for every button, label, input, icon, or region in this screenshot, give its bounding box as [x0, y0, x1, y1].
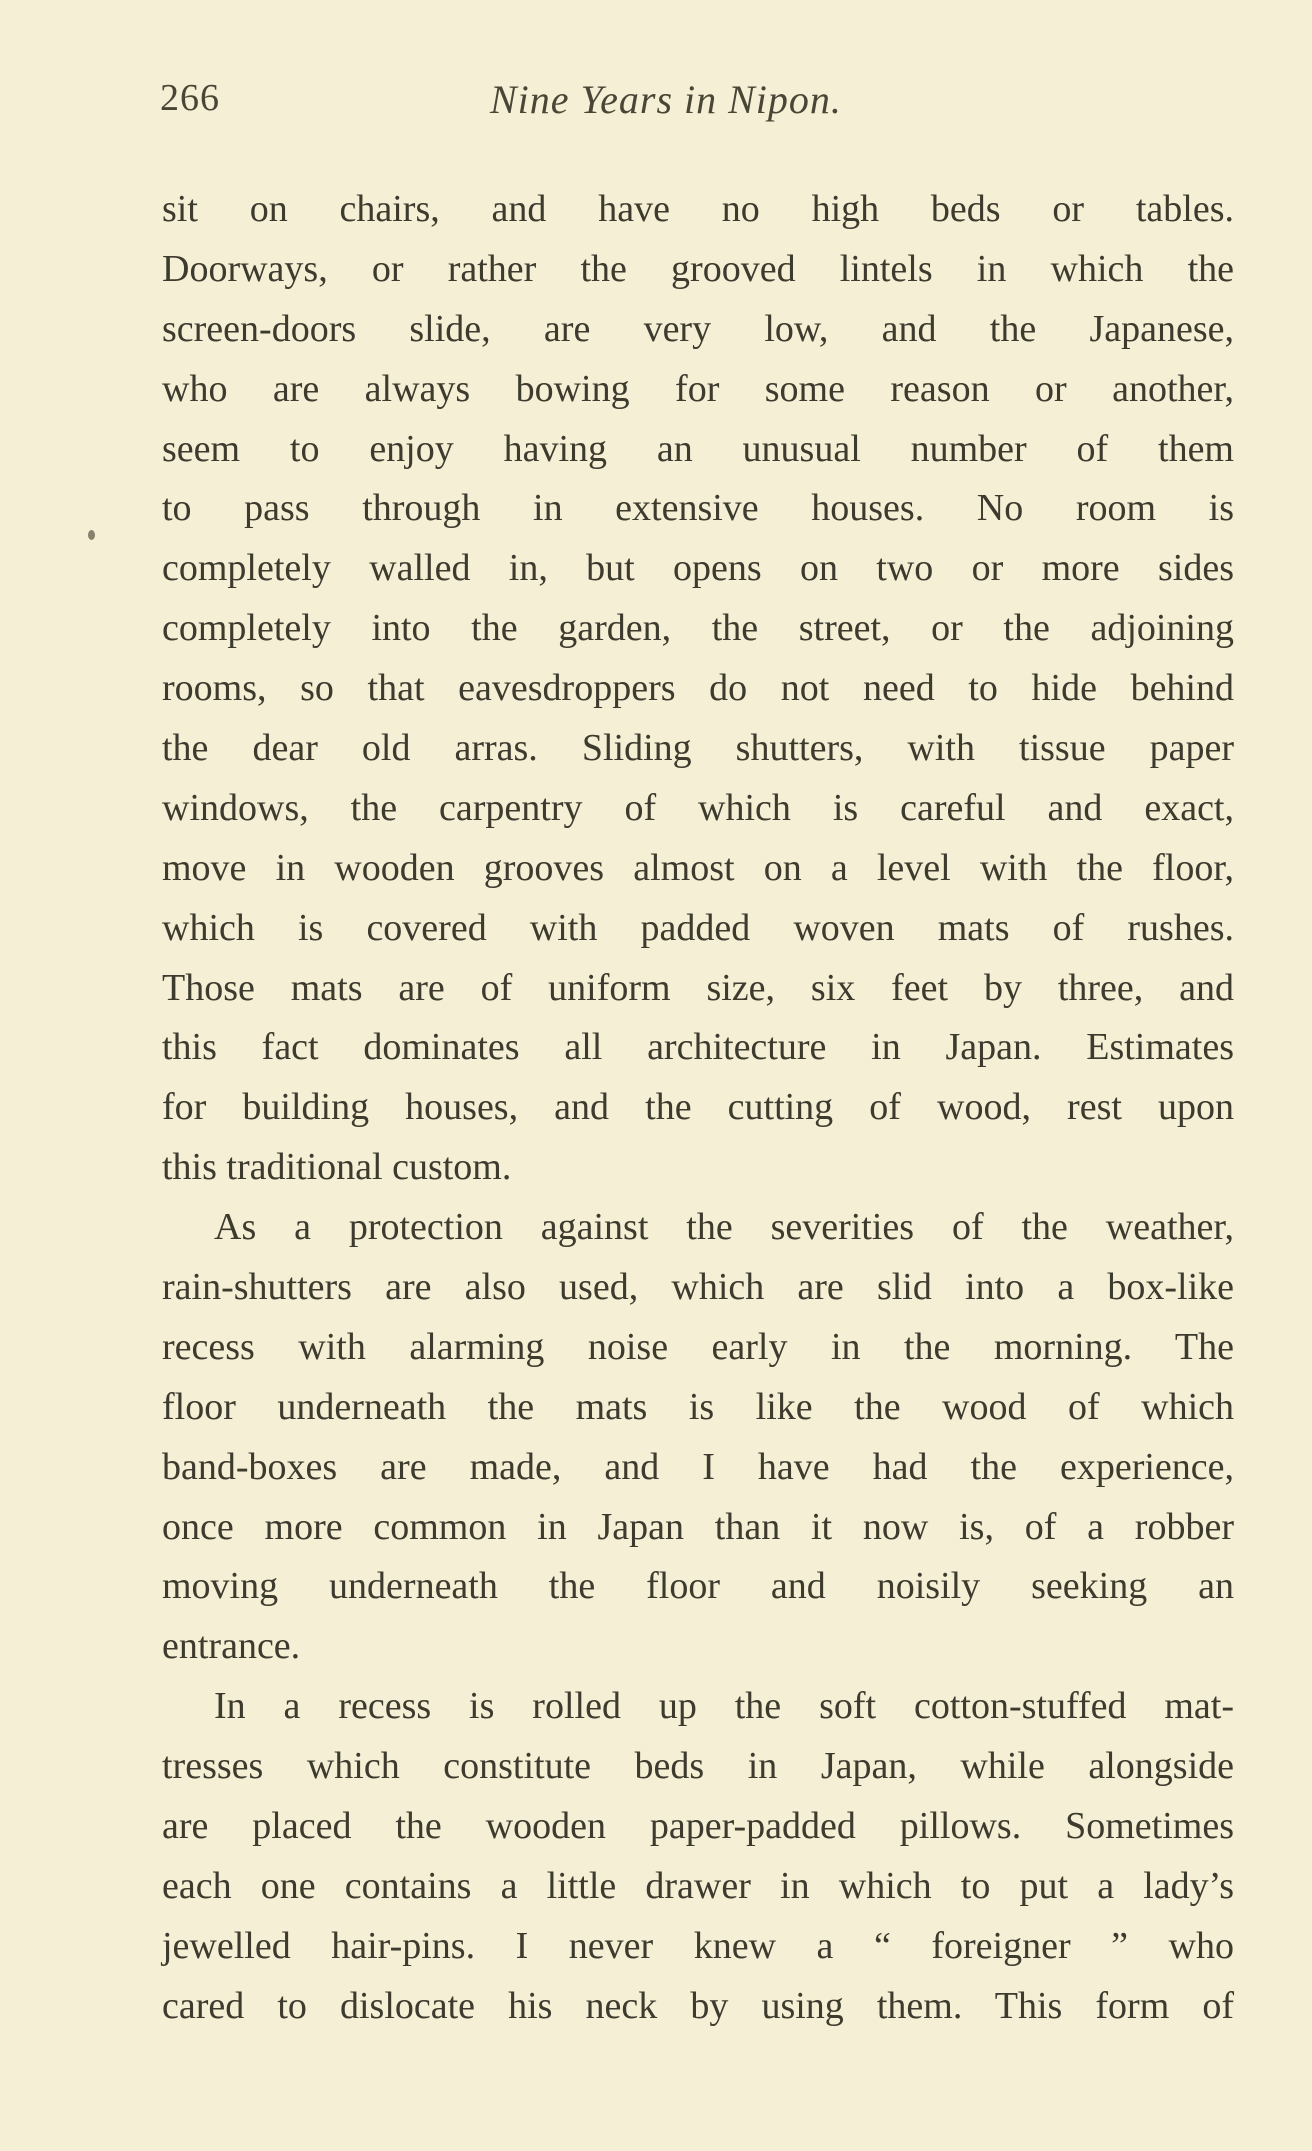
text-line: to pass through in extensive houses. No room is [162, 487, 1234, 530]
text-line: this traditional custom. [162, 1146, 512, 1189]
running-title: Nine Years in Nipon. [490, 77, 842, 122]
page-number: 266 [160, 77, 220, 119]
text-line: move in wooden grooves almost on a level with the floor, [162, 846, 1234, 889]
text-line: sit on chairs, and have no high beds or tables. [162, 188, 1234, 230]
text-line: Doorways, or rather the grooved lintels in which the [162, 247, 1234, 290]
text-line: band-boxes are made, and I have had the experience, [162, 1445, 1234, 1488]
text-line: jewelled hair-pins. I never knew a “ foreigner ” who [162, 1924, 1234, 1967]
text-line: windows, the carpentry of which is careful and exact, [162, 786, 1234, 829]
page-header [160, 76, 1240, 126]
text-line: the dear old arras. Sliding shutters, with tissue paper [162, 727, 1234, 770]
text-line: once more common in Japan than it now is, of a robber [162, 1505, 1234, 1548]
text-line: rain-shutters are also used, which are slid into a box-like [162, 1266, 1234, 1309]
text-line: rooms, so that eavesdroppers do not need to hide behind [162, 667, 1234, 710]
text-line: completely walled in, but opens on two or more sides [162, 547, 1234, 590]
text-line: floor underneath the mats is like the wood of which [162, 1385, 1234, 1428]
text-line: are placed the wooden paper-padded pillows. Sometimes [162, 1805, 1234, 1848]
text-line: cared to dislocate his neck by using them. This form of [162, 1984, 1234, 2027]
text-line: Those mats are of uniform size, six feet by three, and [162, 966, 1234, 1009]
text-line: completely into the garden, the street, or the adjoining [162, 607, 1234, 650]
text-line: each one contains a little drawer in which to put a lady’s [162, 1864, 1234, 1907]
text-line: screen-doors slide, are very low, and the Japanese, [162, 307, 1234, 350]
text-line: this fact dominates all architecture in Japan. Estimates [162, 1026, 1234, 1069]
text-line: In a recess is rolled up the soft cotton-stuffed mat- [214, 1685, 1234, 1728]
text-line: entrance. [162, 1625, 301, 1668]
text-line: As a protection against the severities of the weather, [214, 1206, 1234, 1249]
ink-speck [88, 530, 95, 540]
text-line: who are always bowing for some reason or another, [162, 367, 1234, 410]
text-line: moving underneath the floor and noisily seeking an [162, 1565, 1234, 1608]
text-line: for building houses, and the cutting of wood, rest upon [162, 1086, 1234, 1129]
text-line: which is covered with padded woven mats of rushes. [162, 906, 1234, 949]
body-text [162, 180, 1234, 2037]
text-line: seem to enjoy having an unusual number of them [162, 427, 1234, 470]
text-line: tresses which constitute beds in Japan, while alongside [162, 1745, 1234, 1788]
text-line: recess with alarming noise early in the morning. The [162, 1325, 1234, 1368]
